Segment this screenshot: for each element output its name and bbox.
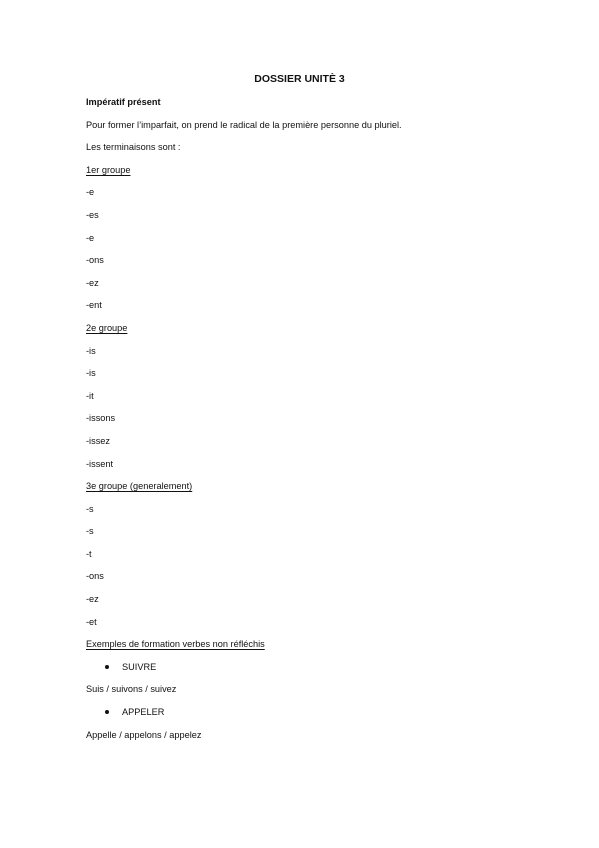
- ending-item: -issons: [86, 413, 116, 424]
- ending-item: -ent: [86, 300, 102, 311]
- ending-item: -it: [86, 390, 94, 401]
- group-heading-2: 2e groupe: [86, 322, 128, 333]
- bullet-icon: [105, 710, 109, 714]
- examples-heading: Exemples de formation verbes non réfléchis: [86, 639, 265, 650]
- ending-item: -ez: [86, 277, 99, 288]
- terminations-label: Les terminaisons sont :: [86, 142, 181, 153]
- example-forms: Appelle / appelons / appelez: [86, 729, 202, 740]
- ending-item: -s: [86, 526, 94, 537]
- bullet-icon: [105, 665, 109, 669]
- document-title: DOSSIER UNITÈ 3: [254, 73, 345, 85]
- ending-item: -ons: [86, 255, 104, 266]
- ending-item: -et: [86, 616, 97, 627]
- ending-item: -ons: [86, 571, 104, 582]
- group-heading-1: 1er groupe: [86, 164, 131, 175]
- section-heading: Impératif présent: [86, 97, 161, 107]
- ending-item: -issez: [86, 435, 110, 446]
- ending-item: -es: [86, 209, 99, 220]
- example-verb: SUIVRE: [122, 661, 157, 672]
- ending-item: -ez: [86, 594, 99, 605]
- ending-item: -s: [86, 503, 94, 514]
- document-body: [86, 95, 526, 750]
- ending-item: -e: [86, 187, 95, 198]
- ending-item: -e: [86, 232, 95, 243]
- ending-item: -issent: [86, 458, 114, 469]
- group-heading-3: 3e groupe (generalement): [86, 481, 193, 492]
- intro-paragraph: Pour former l’imparfait, on prend le radical de la première personne du pluriel.: [86, 119, 402, 130]
- ending-item: -is: [86, 345, 96, 356]
- example-forms: Suis / suivons / suivez: [86, 684, 177, 695]
- example-bullet-item: [86, 660, 526, 683]
- ending-item: -is: [86, 368, 96, 379]
- ending-item: -t: [86, 548, 92, 559]
- example-verb: APPELER: [122, 707, 165, 718]
- example-bullet-item: [86, 705, 526, 728]
